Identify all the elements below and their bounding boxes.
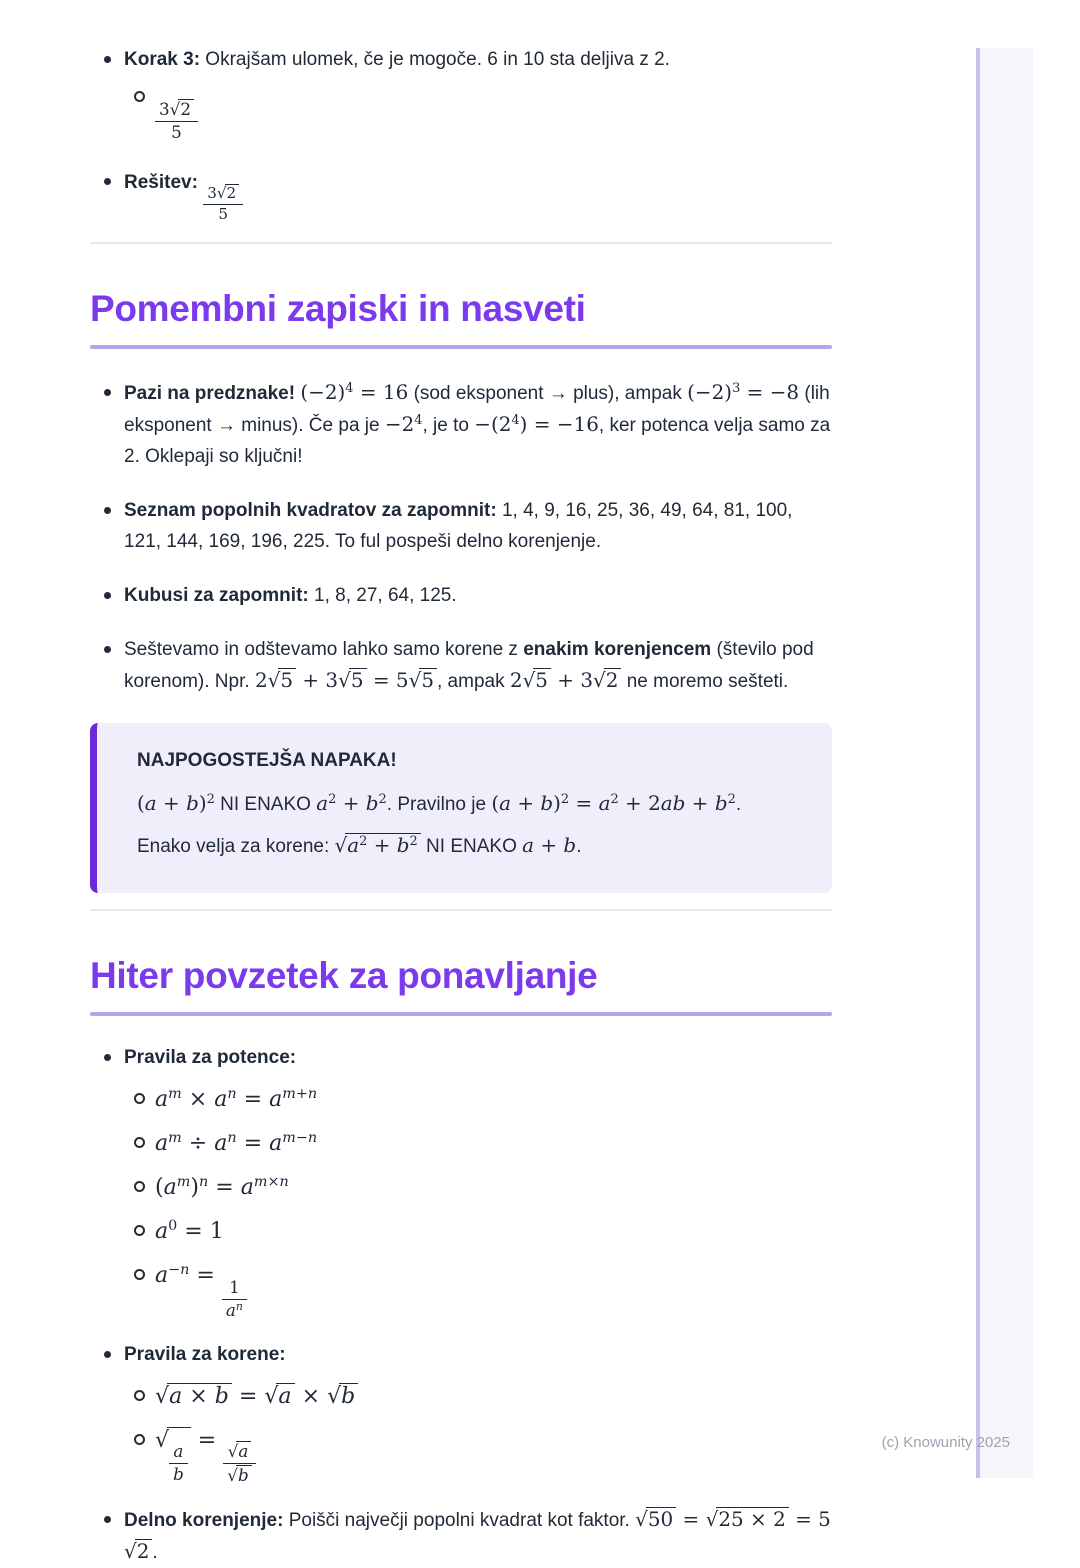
formula: √a × b = √a × √b <box>155 1380 358 1414</box>
divider <box>90 909 832 911</box>
summary-list <box>90 1042 832 1568</box>
bullet-icon <box>90 580 124 604</box>
bullet-icon <box>90 495 124 519</box>
step-text: Korak 3: Okrajšam ulomek, če je mogoče. 6 in 10 sta deljiva z 2. <box>124 49 670 70</box>
sub-list <box>124 1083 832 1320</box>
formula: $a^{-n}$ = $\frac{1}{a^n}$ <box>155 1259 247 1320</box>
circle-bullet-icon <box>124 1424 155 1450</box>
note-text: Seznam popolnih kvadratov za zapomnit: 1, 4, 9, 16, 25, 36, 49, 64, 81, 100, 121, 144, 169, 196, 225. To ful pospeši delno korenjenje. <box>124 500 793 553</box>
rule-group-title: Pravila za korene: <box>124 1343 286 1365</box>
circle-bullet-icon <box>124 1259 155 1285</box>
list-item <box>90 1504 832 1568</box>
circle-bullet-icon <box>124 1171 155 1197</box>
list-item <box>124 81 832 142</box>
callout-title: NAJPOGOSTEJŠA NAPAKA! <box>137 750 397 772</box>
note-text: Delno korenjenje: Poišči največji popolni kvadrat kot faktor. √50 = √25 × 2 = 5√2 . <box>124 1506 831 1563</box>
list-item <box>124 1127 832 1161</box>
bullet-icon <box>90 377 124 401</box>
formula: $a^m \div a^n = a^{m-n}$ <box>155 1130 318 1157</box>
formula: $a^m \times a^n = a^{m+n}$ <box>155 1086 318 1113</box>
callout-line: Enako velja za korene: $√a^2 + b^2$ NI ENAKO a + b. <box>137 833 582 858</box>
page-content <box>90 44 832 1568</box>
list-item <box>90 580 832 611</box>
list-item <box>124 1380 832 1414</box>
circle-bullet-icon <box>124 1127 155 1153</box>
formula: $a^0 = 1$ <box>155 1218 224 1245</box>
rule-group-title: Pravila za potence: <box>124 1047 297 1069</box>
callout-line: $(a + b)^2$ NI ENAKO $a^2 + b^2$. Pravilno je $(a + b)^2 = a^2 + 2ab + b^2$. <box>137 791 742 816</box>
title-underline <box>90 345 832 349</box>
bullet-icon <box>90 166 124 190</box>
bullet-icon <box>90 1042 124 1066</box>
bullet-icon <box>90 44 124 68</box>
list-item <box>90 495 832 557</box>
formula: $(a^m)^n = a^{m\times n}$ <box>155 1174 289 1201</box>
note-text: Pazi na predznake! $(-2)^4 = 16$ (sod eksponent → plus), ampak $(-2)^3 = -8$ (lih eksponent → minus). Če pa je $-2^4$, je to $-(2^4) = -16$, ker potenca velja samo za 2. Oklepaji so ključni! <box>124 380 831 468</box>
callout-warning <box>90 723 832 893</box>
list-item <box>90 377 832 472</box>
list-item <box>124 1083 832 1117</box>
list-item <box>124 1259 832 1320</box>
copyright-footer: (c) Knowunity 2025 <box>881 1434 1010 1451</box>
list-item <box>124 1215 832 1249</box>
circle-bullet-icon <box>124 1083 155 1109</box>
sub-list <box>124 1380 832 1486</box>
section-title-notes: Pomembni zapiski in nasveti <box>90 288 586 330</box>
title-underline <box>90 1012 832 1016</box>
circle-bullet-icon <box>124 1215 155 1241</box>
list-item <box>90 1042 832 1330</box>
bullet-icon <box>90 1504 124 1528</box>
bullet-icon <box>90 1339 124 1363</box>
divider <box>90 242 832 244</box>
circle-bullet-icon <box>124 81 155 107</box>
bullet-icon <box>90 634 124 658</box>
list-item <box>90 166 832 224</box>
list-item <box>124 1424 832 1486</box>
solution-text: Rešitev: $\frac{3√2}{5}$ <box>124 166 832 224</box>
section-title-summary: Hiter povzetek za ponavljanje <box>90 955 598 997</box>
list-item <box>90 44 832 154</box>
list-item <box>90 634 832 697</box>
list-item <box>124 1171 832 1205</box>
list-item <box>90 1339 832 1496</box>
solution-steps-list <box>90 44 832 224</box>
formula: $\frac{3√2}{5}$ <box>155 81 198 142</box>
note-text: Seštevamo in odštevamo lahko samo korene z enakim korenjencem (število pod korenom). Npr. 2√5 + 3√5 = 5√5 , ampak 2√5 + 3√2 ne moremo sešteti. <box>124 639 814 693</box>
formula: √ $\frac{a}{b}$ = $\frac{√a}{√b}$ <box>155 1424 256 1486</box>
sub-list <box>124 81 832 142</box>
side-strip <box>976 48 1033 1478</box>
note-text: Kubusi za zapomnit: 1, 8, 27, 64, 125. <box>124 585 457 607</box>
notes-list <box>90 377 832 697</box>
circle-bullet-icon <box>124 1380 155 1406</box>
